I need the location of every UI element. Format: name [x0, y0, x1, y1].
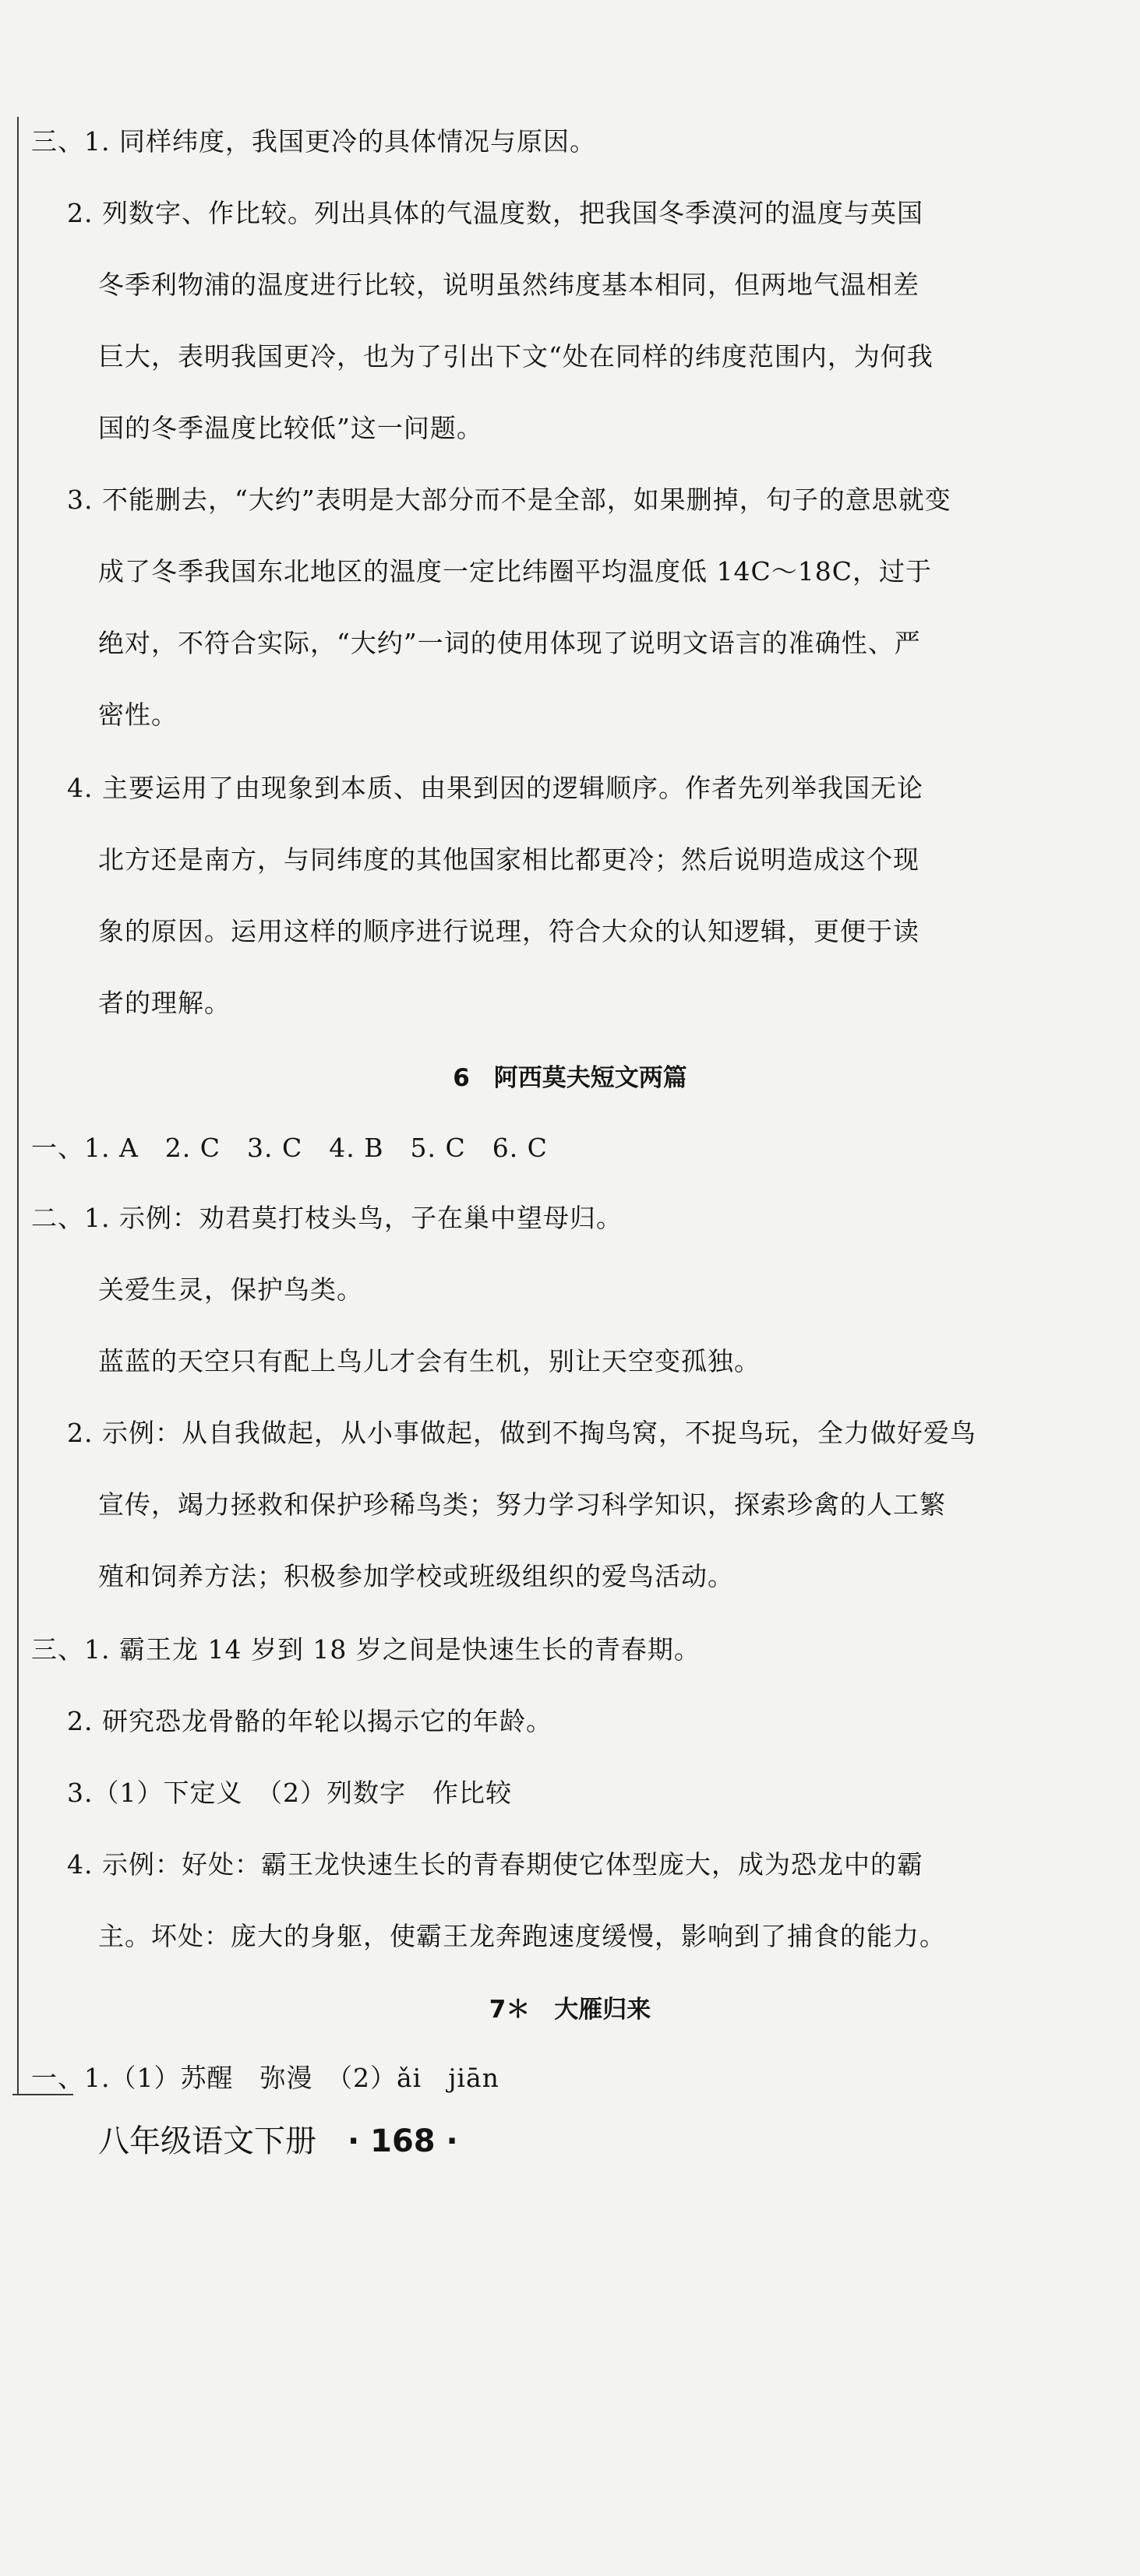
answer-line: 北方还是南方，与同纬度的其他国家相比都更冷；然后说明造成这个现	[98, 844, 919, 875]
answer-line: 2. 示例：从自我做起，从小事做起，做到不掏鸟窝，不捉鸟玩，全力做好爱鸟	[67, 1418, 976, 1448]
left-margin-rule	[17, 117, 19, 2095]
answer-line: 4. 示例：好处：霸王龙快速生长的青春期使它体型庞大，成为恐龙中的霸	[67, 1849, 923, 1880]
answer-line: 密性。	[98, 700, 178, 730]
page-number: · 168 ·	[348, 2123, 458, 2159]
answer-line: 成了冬季我国东北地区的温度一定比纬圈平均温度低 14C～18C，过于	[98, 556, 932, 587]
answer-line: 3.（1）下定义 （2）列数字 作比较	[67, 1778, 512, 1808]
answer-line: 2. 列数字、作比较。列出具体的气温度数，把我国冬季漠河的温度与英国	[67, 198, 923, 228]
answer-line: 宣传，竭力拯救和保护珍稀鸟类；努力学习科学知识，探索珍禽的人工繁	[98, 1489, 946, 1520]
answer-line: 三、1. 霸王龙 14 岁到 18 岁之间是快速生长的青春期。	[31, 1634, 701, 1665]
answer-line: 一、1.（1）苏醒 弥漫 （2）ǎi jiān	[31, 2063, 499, 2093]
answer-line: 关爱生灵，保护鸟类。	[98, 1274, 363, 1305]
answer-line: 3. 不能删去，“大约”表明是大部分而不是全部，如果删掉，句子的意思就变	[67, 485, 951, 515]
answer-line: 国的冬季温度比较低”这一问题。	[98, 413, 483, 443]
answer-line: 蓝蓝的天空只有配上鸟儿才会有生机，别让天空变孤独。	[98, 1346, 761, 1376]
answer-line: 冬季利物浦的温度进行比较，说明虽然纬度基本相同，但两地气温相差	[98, 270, 919, 300]
book-title: 八年级语文下册	[98, 2123, 316, 2159]
answer-line: 殖和饲养方法；积极参加学校或班级组织的爱鸟活动。	[98, 1561, 734, 1591]
answer-line: 象的原因。运用这样的顺序进行说理，符合大众的认知逻辑，更便于读	[98, 916, 919, 946]
page-footer	[98, 2120, 458, 2162]
answer-line: 者的理解。	[98, 988, 231, 1018]
answer-line: 巨大，表明我国更冷，也为了引出下文“处在同样的纬度范围内，为何我	[98, 341, 934, 372]
answer-line: 一、1. A 2. C 3. C 4. B 5. C 6. C	[31, 1133, 548, 1163]
answer-line: 绝对，不符合实际，“大约”一词的使用体现了说明文语言的准确性、严	[98, 628, 921, 658]
answer-line: 4. 主要运用了由现象到本质、由果到因的逻辑顺序。作者先列举我国无论	[67, 773, 923, 803]
answer-line: 2. 研究恐龙骨骼的年轮以揭示它的年龄。	[67, 1706, 552, 1736]
answer-line: 三、1. 同样纬度，我国更冷的具体情况与原因。	[31, 126, 596, 157]
lesson-7-heading: 7＊ 大雁归来	[489, 1996, 651, 2024]
answer-line: 二、1. 示例：劝君莫打枝头鸟，子在巢中望母归。	[31, 1203, 623, 1233]
lesson-6-heading: 6 阿西莫夫短文两篇	[453, 1064, 687, 1092]
answer-line: 主。坏处：庞大的身躯，使霸王龙奔跑速度缓慢，影响到了捕食的能力。	[98, 1921, 946, 1951]
